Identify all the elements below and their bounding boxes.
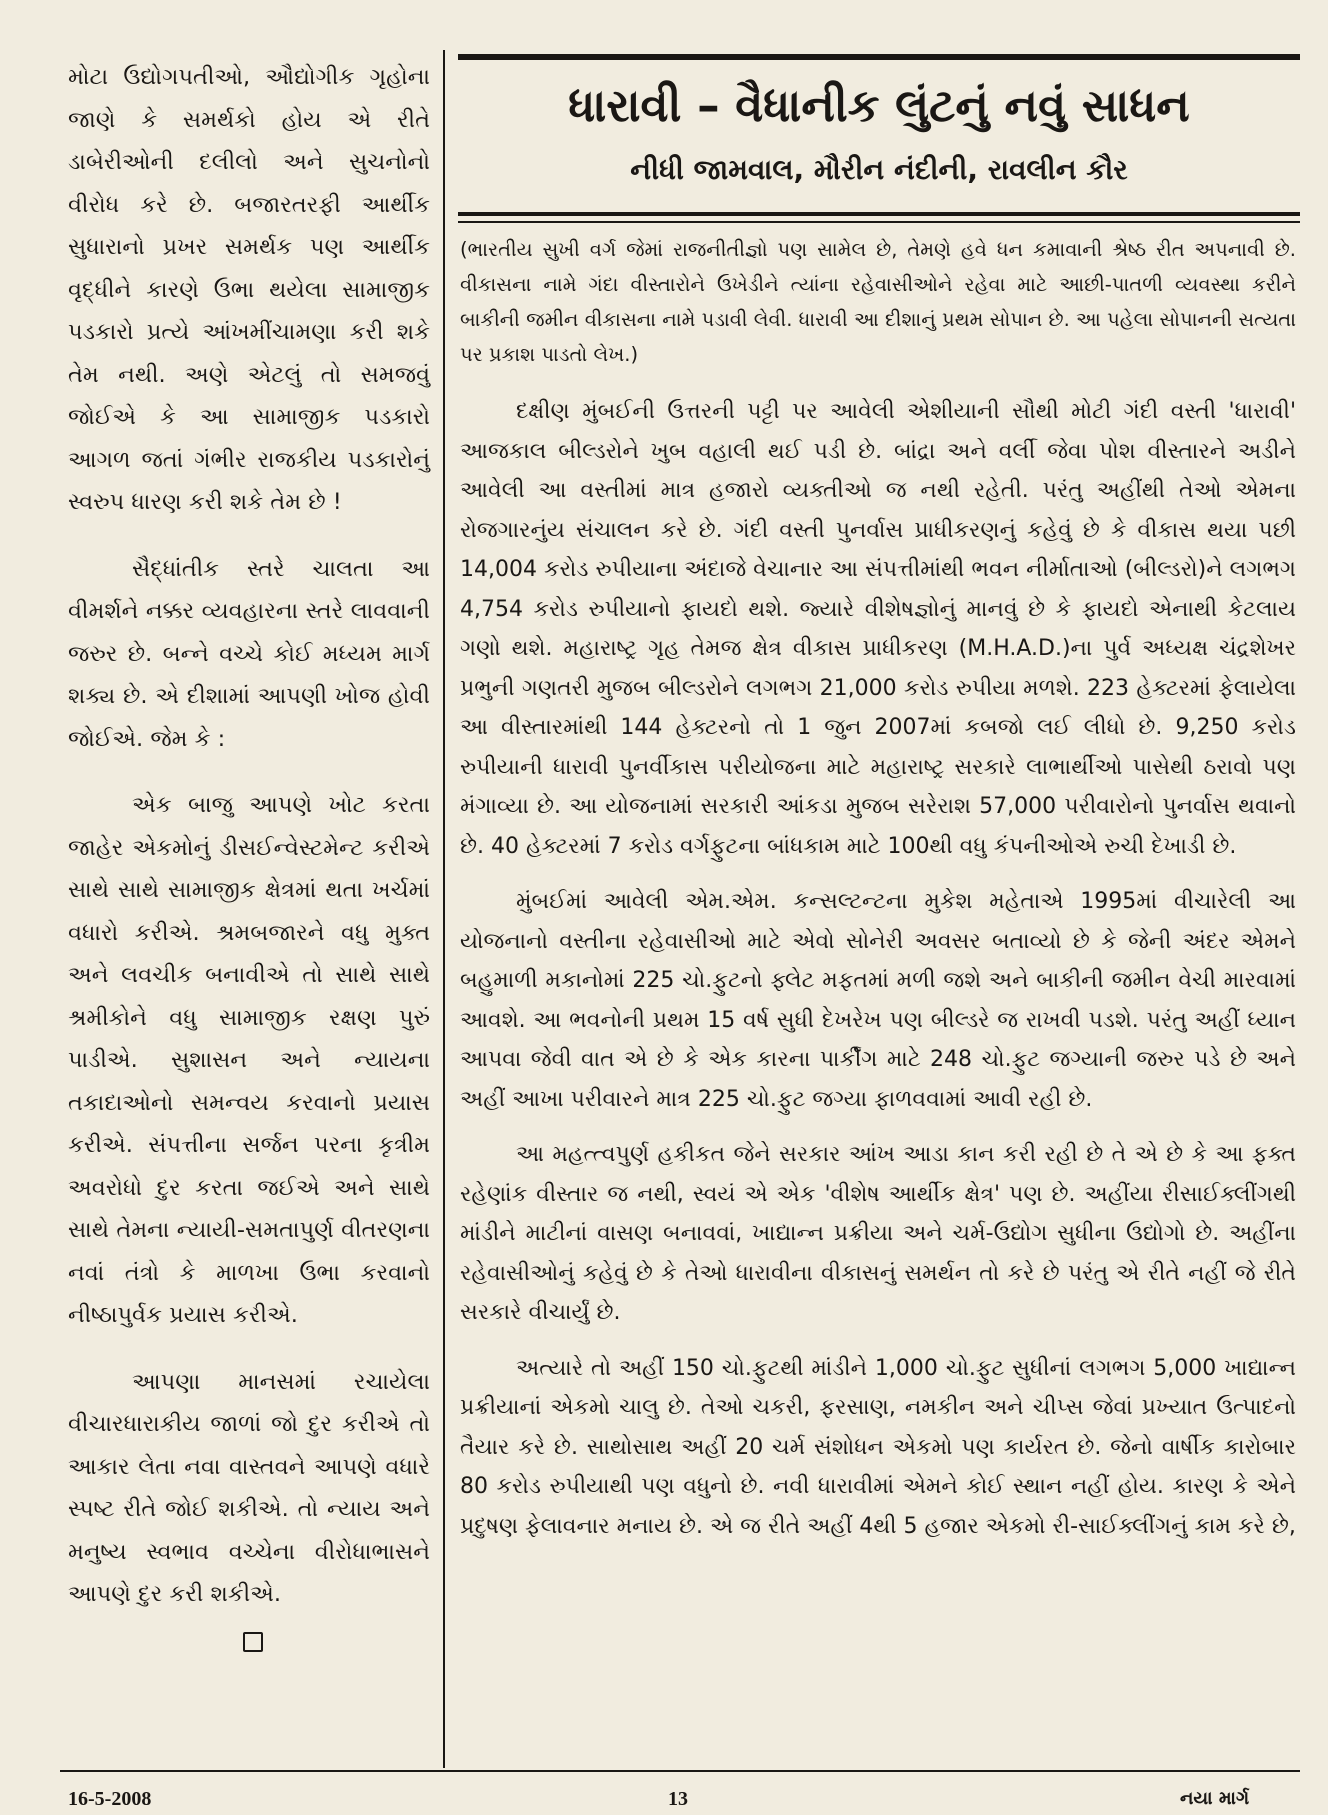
left-paragraph: મોટા ઉદ્યોગપતીઓ, ઔદ્યોગીક ગૃહોના જાણે કે સમર્થકો હોય એ રીતે ડાબેરીઓની દલીલો અને સુચનોનો વીરોધ કરે છે. બજારતરફી આર્થીક સુધારાનો પ્રખર સમર્થક પણ આર્થીક વૃદ્ધીને કારણે ઉભા થયેલા સામાજીક પડકારો પ્રત્યે આંખમીંચામણા કરી શકે તેમ નથી. અણે એટલું તો સમજવું જોઈએ કે આ સામાજીક પડકારો આગળ જતાં ગંભીર રાજકીય પડકારોનું સ્વરુપ ધારણ કરી શકે તેમ છે ! [68, 64, 430, 515]
magazine-name: નયા માર્ગ [1180, 1788, 1250, 1809]
title-top-rule [458, 54, 1300, 60]
page-number: 13 [668, 1788, 688, 1810]
column-divider [443, 50, 445, 1768]
body-paragraph: અત્યારે તો અહીં 150 ચો.ફુટથી માંડીને 1,000 ચો.ફુટ સુધીનાં લગભગ 5,000 ખાદ્યાન્ન પ્રક્રીયાનાં એકમો ચાલુ છે. તેઓ ચકરી, ફરસાણ, નમકીન અને ચીપ્સ જેવાં પ્રખ્યાત ઉત્પાદનો તૈયાર કરે છે. સાથોસાથ અહીં 20 ચર્મ સંશોધન એકમો પણ કાર્યરત છે. જેનો વાર્ષીક કારોબાર 80 કરોડ રુપીયાથી પણ વધુનો છે. નવી ધારાવીમાં એમને કોઈ સ્થાન નહીં હોય. કારણ કે એને પ્રદુષણ ફેલાવનાર મનાય છે. એ જ રીતે અહીં 4થી 5 હજાર એકમો રી-સાઈક્લીંગનું કામ કરે છે, [460, 1355, 1296, 1539]
footer-date: 16-5-2008 [68, 1788, 152, 1810]
article-title: ધારાવી – વૈધાનીક લુંટનું નવું સાધન [568, 79, 1190, 132]
body-paragraph: આ મહત્ત્વપુર્ણ હકીકત જેને સરકાર આંખ આડા કાન કરી રહી છે તે એ છે કે આ ફક્ત રહેણાંક વીસ્તાર જ નથી, સ્વયં એ એક 'વીશેષ આર્થીક ક્ષેત્ર' પણ છે. અહીંયા રીસાઈક્લીંગથી માંડીને માટીનાં વાસણ બનાવવાં, ખાદ્યાન્ન પ્રક્રીયા અને ચર્મ-ઉદ્યોગ સુધીના ઉદ્યોગો છે. અહીંના રહેવાસીઓનું કહેવું છે કે તેઓ ધારાવીના વીકાસનું સમર્થન તો કરે છે પરંતુ એ રીતે નહીં જે રીતે સરકારે વીચાર્યું છે. [460, 1142, 1296, 1325]
left-paragraph: આપણા માનસમાં રચાયેલા વીચારધારાકીય જાળાં જો દુર કરીએ તો આકાર લેતા નવા વાસ્તવને આપણે વધારે સ્પષ્ટ રીતે જોઈ શકીએ. તો ન્યાય અને મનુષ્ય સ્વભાવ વચ્ચેના વીરોધાભાસને આપણે દુર કરી શકીએ. [68, 1368, 430, 1607]
header-bottom-rule-thin [458, 221, 1300, 223]
end-of-article-square-icon [243, 1632, 263, 1652]
header-bottom-rule [458, 212, 1300, 216]
article-body [460, 392, 1296, 1562]
article-intro: (ભારતીય સુખી વર્ગ જેમાં રાજનીતીજ્ઞો પણ સામેલ છે, તેમણે હવે ધન કમાવાની શ્રેષ્ઠ રીત અપનાવી છે. વીકાસના નામે ગંદા વીસ્તારોને ઉખેડીને ત્યાંના રહેવાસીઓને રહેવા માટે આછી-પાતળી વ્યવસ્થા કરીને બાકીની જમીન વીકાસના નામે પડાવી લેવી. ધારાવી આ દીશાનું પ્રથમ સોપાન છે. આ પહેલા સોપાનની સત્યતા પર પ્રકાશ પાડતો લેખ.) [460, 238, 1296, 366]
footer-rule [60, 1770, 1300, 1772]
body-paragraph: દક્ષીણ મુંબઈની ઉત્તરની પટ્ટી પર આવેલી એશીયાની સૌથી મોટી ગંદી વસ્તી 'ધારાવી' આજકાલ બીલ્ડરોને ખુબ વહાલી થઈ પડી છે. બાંદ્રા અને વર્લી જેવા પોશ વીસ્તારને અડીને આવેલી આ વસ્તીમાં માત્ર હજારો વ્યક્તીઓ જ નથી રહેતી. પરંતુ અહીંથી તેઓ એમના રોજગારનુંય સંચાલન કરે છે. ગંદી વસ્તી પુનર્વાસ પ્રાધીકરણનું કહેવું છે કે વીકાસ થયા પછી 14,004 કરોડ રુપીયાના અંદાજે વેચાનાર આ સંપત્તીમાંથી ભવન નીર્માતાઓ (બીલ્ડરો)ને લગભગ 4,754 કરોડ રુપીયાનો ફાયદો થશે. જ્યારે વીશેષજ્ઞોનું માનવું છે કે ફાયદો એનાથી કેટલાય ગણો થશે. મહારાષ્ટ્ર ગૃહ તેમજ ક્ષેત્ર વીકાસ પ્રાધીકરણ (M.H.A.D.)ના પુર્વ અધ્યક્ષ ચંદ્રશેખર પ્રભુની ગણતરી મુજબ બીલ્ડરોને લગભગ 21,000 કરોડ રુપીયા મળશે. 223 હેક્ટરમાં ફેલાયેલા આ વીસ્તારમાંથી 144 હેક્ટરનો તો 1 જુન 2007માં કબજો લઈ લીધો છે. 9,250 કરોડ રુપીયાની ધારાવી પુનર્વીકાસ પરીયોજના માટે મહારાષ્ટ્ર સરકારે લાભાર્થીઓ પાસેથી ઠરાવો પણ મંગાવ્યા છે. આ યોજનામાં સરકારી આંકડા મુજબ સરેરાશ 57,000 પરીવારોનો પુનર્વાસ થવાનો છે. 40 હેક્ટરમાં 7 કરોડ વર્ગફુટના બાંધકામ માટે 100થી વધુ કંપનીઓએ રુચી દેખાડી છે. [460, 399, 1296, 859]
left-paragraph: એક બાજુ આપણે ખોટ કરતા જાહેર એકમોનું ડીસઈન્વેસ્ટમેન્ટ કરીએ સાથે સાથે સામાજીક ક્ષેત્રમાં થતા ખર્ચમાં વધારો કરીએ. શ્રમબજારને વધુ મુક્ત અને લવચીક બનાવીએ તો સાથે સાથે શ્રમીકોને વધુ સામાજીક રક્ષણ પુરું પાડીએ. સુશાસન અને ન્યાયના તકાદાઓનો સમન્વય કરવાનો પ્રયાસ કરીએ. સંપત્તીના સર્જન પરના કૃત્રીમ અવરોધો દુર કરતા જઈએ અને સાથે સાથે તેમના ન્યાયી-સમતાપુર્ણ વીતરણના નવાં તંત્રો કે માળખા ઉભા કરવાનો નીષ્ઠાપુર્વક પ્રયાસ કરીએ. [68, 792, 430, 1328]
article-authors: નીધી જામવાલ, મૌરીન નંદીની, રાવલીન કૌર [630, 153, 1128, 186]
left-paragraph: સૈદ્ધાંતીક સ્તરે ચાલતા આ વીમર્શને નક્કર વ્યવહારના સ્તરે લાવવાની જરુર છે. બન્ને વચ્ચે કોઈ મધ્યમ માર્ગ શક્ય છે. એ દીશામાં આપણી ખોજ હોવી જોઈએ. જેમ કે : [68, 555, 430, 752]
body-paragraph: મુંબઈમાં આવેલી એમ.એમ. કન્સલ્ટન્ટના મુકેશ મહેતાએ 1995માં વીચારેલી આ યોજનાનો વસ્તીના રહેવાસીઓ માટે એવો સોનેરી અવસર બતાવ્યો છે કે જેની અંદર એમને બહુમાળી મકાનોમાં 225 ચો.ફુટનો ફ્લેટ મફતમાં મળી જશે અને બાકીની જમીન વેચી મારવામાં આવશે. આ ભવનોની પ્રથમ 15 વર્ષ સુધી દેખરેખ પણ બીલ્ડરે જ રાખવી પડશે. પરંતુ અહીં ધ્યાન આપવા જેવી વાત એ છે કે એક કારના પાર્કીંગ માટે 248 ચો.ફુટ જગ્યાની જરુર પડે છે અને અહીં આખા પરીવારને માત્ર 225 ચો.ફુટ જગ્યા ફાળવવામાં આવી રહી છે. [460, 889, 1296, 1112]
left-column [68, 56, 430, 1652]
